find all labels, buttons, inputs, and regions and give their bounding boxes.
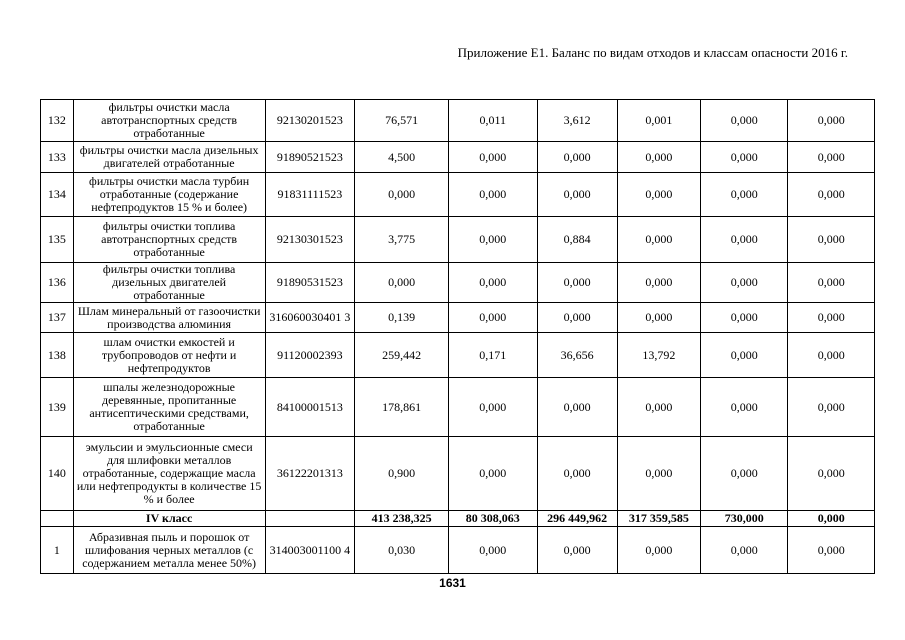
value-cell: 0,000	[788, 173, 875, 217]
value-cell: 0,011	[449, 100, 538, 142]
total-cell: 317 359,585	[617, 511, 700, 527]
value-cell: 0,000	[700, 437, 788, 511]
fkko-code: 91831111523	[265, 173, 355, 217]
waste-name: эмульсии и эмульсионные смеси для шлифовки металлов отработанные, содержащие масла или нефтепродукты в количестве 15 % и более	[73, 437, 265, 511]
value-cell: 0,000	[537, 173, 617, 217]
fkko-code: 84100001513	[265, 378, 355, 437]
value-cell: 0,000	[355, 173, 449, 217]
table-row	[41, 303, 875, 333]
value-cell: 0,000	[788, 303, 875, 333]
total-cell: 296 449,962	[537, 511, 617, 527]
value-cell: 0,000	[449, 378, 538, 437]
value-cell: 0,000	[537, 378, 617, 437]
value-cell: 0,000	[788, 527, 875, 574]
value-cell: 0,000	[700, 217, 788, 263]
table-row	[41, 100, 875, 142]
waste-name: фильтры очистки топлива дизельных двигателей отработанные	[73, 263, 265, 303]
value-cell: 0,000	[537, 263, 617, 303]
value-cell: 0,000	[537, 527, 617, 574]
value-cell: 0,000	[449, 263, 538, 303]
value-cell: 0,000	[788, 333, 875, 378]
waste-name: фильтры очистки масла дизельных двигателей отработанные	[73, 142, 265, 173]
row-number: 134	[41, 173, 74, 217]
value-cell: 36,656	[537, 333, 617, 378]
value-cell: 0,000	[449, 217, 538, 263]
value-cell: 259,442	[355, 333, 449, 378]
waste-name: фильтры очистки масла автотранспортных средств отработанные	[73, 100, 265, 142]
page-number: 1631	[439, 576, 466, 590]
value-cell: 0,000	[700, 100, 788, 142]
value-cell: 0,000	[537, 303, 617, 333]
value-cell: 0,000	[617, 173, 700, 217]
fkko-code: 91890521523	[265, 142, 355, 173]
value-cell: 0,900	[355, 437, 449, 511]
value-cell: 0,000	[449, 303, 538, 333]
fkko-code: 314003001100 4	[265, 527, 355, 574]
value-cell: 0,000	[700, 303, 788, 333]
fkko-code: 91890531523	[265, 263, 355, 303]
row-number: 138	[41, 333, 74, 378]
waste-name: шлам очистки емкостей и трубопроводов от нефти и нефтепродуктов	[73, 333, 265, 378]
value-cell: 4,500	[355, 142, 449, 173]
value-cell: 0,171	[449, 333, 538, 378]
value-cell: 0,000	[700, 333, 788, 378]
table-row	[41, 173, 875, 217]
value-cell: 0,000	[449, 437, 538, 511]
row-number: 139	[41, 378, 74, 437]
page-header: Приложение Е1. Баланс по видам отходов и классам опасности 2016 г.	[457, 45, 848, 60]
value-cell: 0,000	[537, 142, 617, 173]
value-cell: 0,000	[537, 437, 617, 511]
value-cell: 0,000	[788, 378, 875, 437]
value-cell: 0,000	[617, 303, 700, 333]
table-row	[41, 263, 875, 303]
value-cell: 0,001	[617, 100, 700, 142]
row-number: 137	[41, 303, 74, 333]
value-cell: 0,000	[700, 173, 788, 217]
value-cell: 0,000	[700, 378, 788, 437]
row-number: 132	[41, 100, 74, 142]
value-cell: 0,000	[788, 142, 875, 173]
value-cell: 0,000	[617, 378, 700, 437]
row-number: 133	[41, 142, 74, 173]
waste-name: Абразивная пыль и порошок от шлифования черных металлов (с содержанием металла менее 50%)	[73, 527, 265, 574]
value-cell: 0,000	[449, 173, 538, 217]
table-row	[41, 217, 875, 263]
value-cell: 0,000	[700, 263, 788, 303]
value-cell: 3,775	[355, 217, 449, 263]
total-cell: 413 238,325	[355, 511, 449, 527]
fkko-code: 316060030401 3	[265, 303, 355, 333]
waste-name: фильтры очистки топлива автотранспортных средств отработанные	[73, 217, 265, 263]
total-cell: 730,000	[700, 511, 788, 527]
row-number: 135	[41, 217, 74, 263]
value-cell: 76,571	[355, 100, 449, 142]
value-cell: 0,000	[355, 263, 449, 303]
value-cell: 0,000	[617, 527, 700, 574]
fkko-code: 92130301523	[265, 217, 355, 263]
hazard-class-label: IV класс	[73, 511, 265, 527]
row-number: 1	[41, 527, 74, 574]
waste-name: фильтры очистки масла турбин отработанные (содержание нефтепродуктов 15 % и более)	[73, 173, 265, 217]
row-number	[41, 511, 74, 527]
value-cell: 0,000	[617, 217, 700, 263]
total-cell: 0,000	[788, 511, 875, 527]
row-number: 136	[41, 263, 74, 303]
value-cell: 0,000	[449, 142, 538, 173]
value-cell: 178,861	[355, 378, 449, 437]
table-row	[41, 142, 875, 173]
total-cell: 80 308,063	[449, 511, 538, 527]
table-row	[41, 527, 875, 574]
table-row	[41, 333, 875, 378]
table-row	[41, 437, 875, 511]
waste-balance-table	[40, 99, 875, 574]
row-number: 140	[41, 437, 74, 511]
table-body	[41, 100, 875, 574]
value-cell: 13,792	[617, 333, 700, 378]
fkko-code: 92130201523	[265, 100, 355, 142]
value-cell: 0,000	[617, 142, 700, 173]
value-cell: 0,000	[449, 527, 538, 574]
value-cell: 0,000	[700, 142, 788, 173]
value-cell: 0,000	[700, 527, 788, 574]
value-cell: 3,612	[537, 100, 617, 142]
value-cell: 0,000	[788, 100, 875, 142]
value-cell: 0,884	[537, 217, 617, 263]
value-cell: 0,000	[788, 263, 875, 303]
class-total-row	[41, 511, 875, 527]
waste-name: шпалы железнодорожные деревянные, пропитанные антисептическими средствами, отработанные	[73, 378, 265, 437]
fkko-code	[265, 511, 355, 527]
fkko-code: 91120002393	[265, 333, 355, 378]
table-row	[41, 378, 875, 437]
waste-name: Шлам минеральный от газоочистки производства алюминия	[73, 303, 265, 333]
value-cell: 0,000	[617, 263, 700, 303]
value-cell: 0,000	[788, 217, 875, 263]
value-cell: 0,030	[355, 527, 449, 574]
fkko-code: 36122201313	[265, 437, 355, 511]
value-cell: 0,000	[788, 437, 875, 511]
value-cell: 0,000	[617, 437, 700, 511]
value-cell: 0,139	[355, 303, 449, 333]
